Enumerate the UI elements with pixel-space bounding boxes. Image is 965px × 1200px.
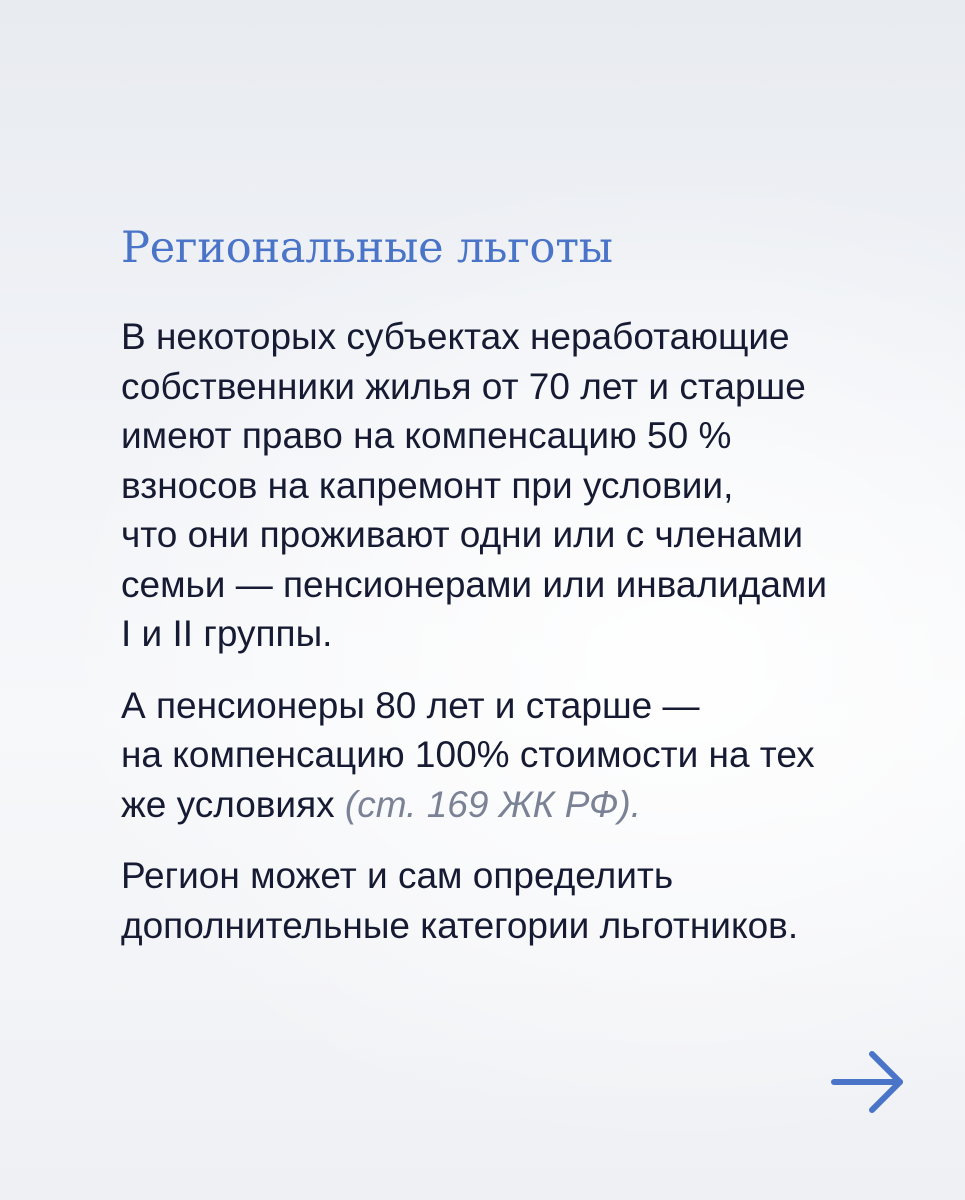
- law-reference: (ст. 169 ЖК РФ).: [344, 783, 642, 825]
- next-slide-button[interactable]: [826, 1040, 910, 1124]
- paragraph-3: Регион может и сам определить дополнительные категории льготников.: [121, 855, 799, 946]
- paragraph-2-text: А пенсионеры 80 лет и старше — на компенсацию 100% стоимости на тех же условиях: [121, 684, 815, 825]
- slide-body: [121, 312, 921, 972]
- paragraph-1: В некоторых субъектах неработающие собственники жилья от 70 лет и старше имеют право на компенсацию 50 % взносов на капремонт при условии, что они проживают одни или с членами семьи — пенсионерами или инвалидами I и II группы.: [121, 316, 828, 654]
- paragraph-2: [121, 681, 921, 830]
- arrow-right-icon: [828, 1042, 908, 1122]
- slide-title: Региональные льготы: [121, 223, 613, 273]
